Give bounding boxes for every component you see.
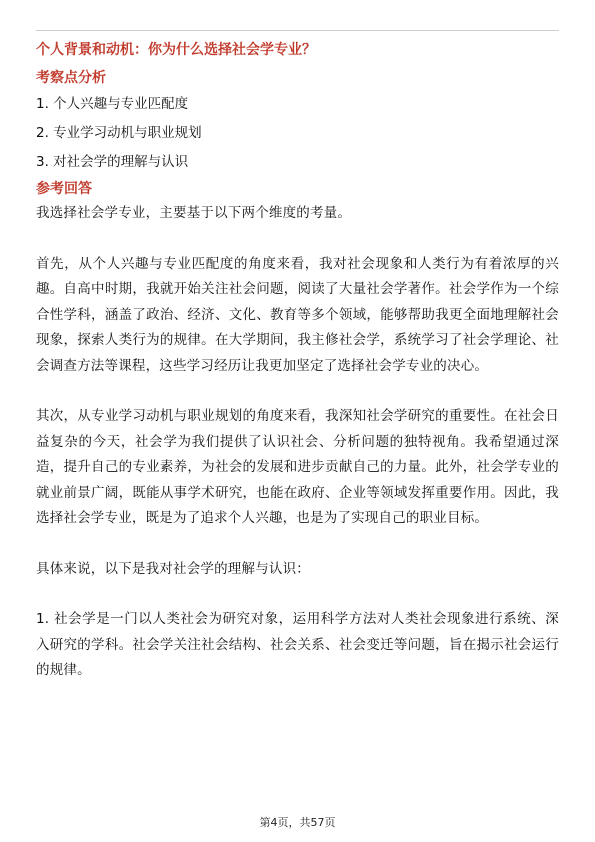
answer-paragraph: 我选择社会学专业，主要基于以下两个维度的考量。 [36, 205, 352, 221]
answer-paragraph: 其次，从专业学习动机与职业规划的角度来看，我深知社会学研究的重要性。在社会日益复杂的今天，社会学为我们提供了认识社会、分析问题的独特视角。我希望通过深造，提升自己的专业素养，为社会的发展和进步贡献自己的力量。此外，社会学专业的就业前景广阔，既能从事学术研究，也能在政府、企业等领域发挥重要作用。因此，我选择社会学专业，既是为了追求个人兴趣，也是为了实现自己的职业目标。 [36, 408, 559, 526]
header-rule [36, 30, 559, 31]
analysis-heading: 考察点分析 [36, 70, 106, 86]
question-title: 个人背景和动机：你为什么选择社会学专业？ [36, 42, 316, 58]
analysis-item: 1. 个人兴趣与专业匹配度 [36, 96, 189, 112]
analysis-item: 3. 对社会学的理解与认识 [36, 154, 189, 170]
document-body [36, 38, 559, 684]
answer-paragraph: 具体来说，以下是我对社会学的理解与认识： [36, 560, 310, 577]
answer-paragraph: 1. 社会学是一门以人类社会为研究对象，运用科学方法对人类社会现象进行系统、深入研究的学科。社会学关注社会结构、社会关系、社会变迁等问题，旨在揭示社会运行的规律。 [36, 611, 559, 678]
analysis-item: 2. 专业学习动机与职业规划 [36, 125, 202, 141]
answer-heading: 参考回答 [36, 181, 92, 197]
analysis-list [36, 90, 559, 177]
page-number: 第4页，共57页 [259, 816, 336, 829]
answer-paragraph: 首先，从个人兴趣与专业匹配度的角度来看，我对社会现象和人类行为有着浓厚的兴趣。自高中时期，我就开始关注社会问题，阅读了大量社会学著作。社会学作为一个综合性学科，涵盖了政治、经济、文化、教育等多个领域，能够帮助我更全面地理解社会现象，探索人类行为的规律。在大学期间，我主修社会学，系统学习了社会学理论、社会调查方法等课程，这些学习经历让我更加坚定了选择社会学专业的决心。 [36, 255, 559, 374]
